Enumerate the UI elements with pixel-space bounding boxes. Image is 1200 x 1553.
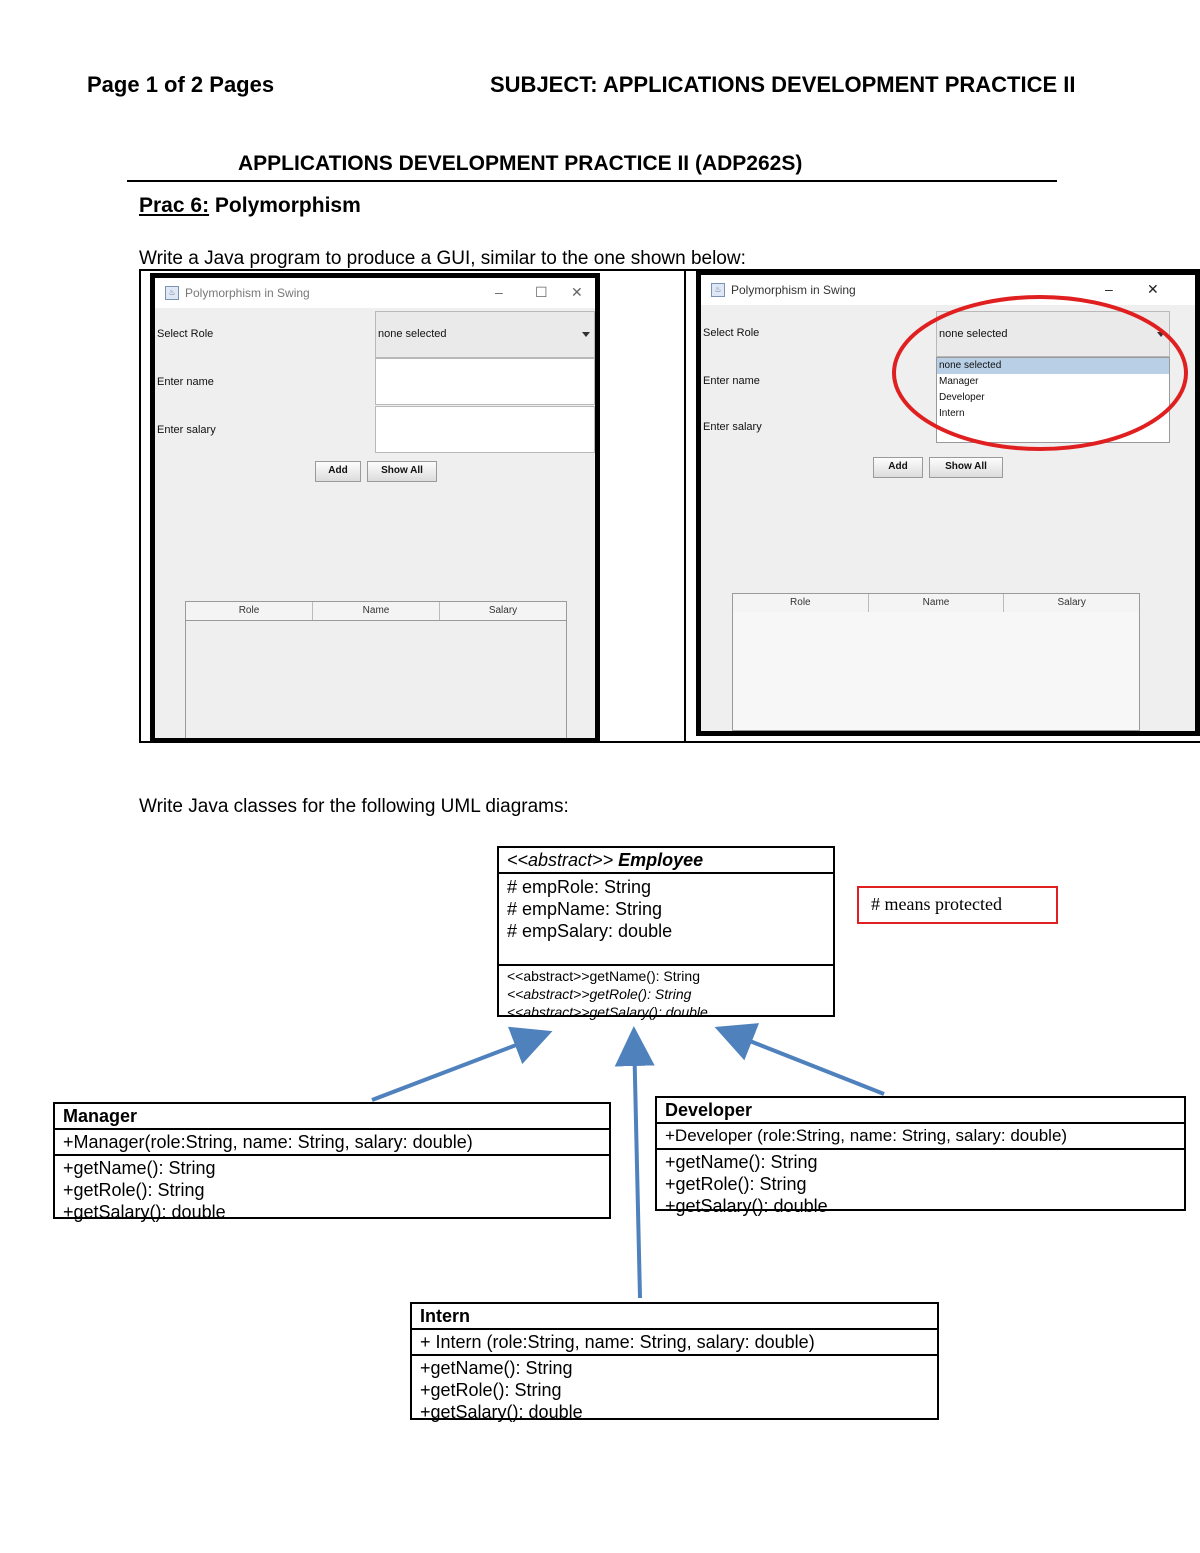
uml-methods-section: [499, 966, 833, 1022]
uml-class-name-section: [499, 848, 833, 874]
intern-method: +getRole(): String: [420, 1380, 562, 1400]
close-icon[interactable]: ✕: [571, 284, 583, 300]
column-role[interactable]: Role: [733, 594, 869, 612]
uml-methods-section: [55, 1156, 609, 1224]
uml-class-intern: [410, 1302, 939, 1420]
manager-class-name: Manager: [63, 1106, 138, 1126]
uml-class-name-section: [657, 1098, 1184, 1124]
uml-methods-section: [657, 1150, 1184, 1218]
uml-constructor-section: [55, 1130, 609, 1156]
employee-attribute: # empRole: String: [507, 877, 652, 897]
role-combo-value: none selected: [939, 328, 1008, 340]
employee-class-name: Employee: [618, 850, 704, 870]
uml-constructor-section: [412, 1330, 937, 1356]
developer-inherits-arrow: [722, 1030, 884, 1094]
manager-inherits-arrow: [372, 1034, 545, 1100]
uml-class-manager: [53, 1102, 611, 1222]
close-icon[interactable]: ✕: [1147, 281, 1159, 297]
developer-class-name: Developer: [665, 1100, 753, 1120]
uml-class-developer: [655, 1096, 1186, 1216]
dropdown-option[interactable]: Intern: [939, 408, 965, 419]
intern-constructor: + Intern (role:String, name: String, salary: double): [420, 1332, 815, 1352]
window-title: Polymorphism in Swing: [731, 283, 856, 297]
add-button[interactable]: Add: [315, 461, 361, 482]
employee-method: <<abstract>>getSalary(): double: [507, 1004, 708, 1020]
intern-method: +getSalary(): double: [420, 1402, 583, 1422]
window-title: Polymorphism in Swing: [185, 286, 310, 300]
column-role[interactable]: Role: [186, 602, 313, 620]
uml-class-name-section: [412, 1304, 937, 1330]
role-combo-value: none selected: [378, 328, 447, 340]
uml-class-employee: [497, 846, 835, 1020]
protected-note: # means protected: [857, 886, 1058, 924]
minimize-icon[interactable]: –: [495, 284, 503, 300]
manager-method: +getName(): String: [63, 1158, 216, 1178]
intern-class-name: Intern: [420, 1306, 471, 1326]
prac-topic: Polymorphism: [214, 194, 361, 217]
developer-method: +getSalary(): double: [665, 1196, 828, 1216]
dropdown-option[interactable]: none selected: [937, 358, 1169, 374]
column-salary[interactable]: Salary: [488, 605, 518, 616]
add-button[interactable]: Add: [873, 457, 923, 478]
java-icon: ♨: [711, 283, 725, 297]
uml-methods-section: [412, 1356, 937, 1424]
column-name[interactable]: Name: [313, 602, 440, 620]
employee-method: <<abstract>>getRole(): String: [507, 986, 692, 1002]
employee-attribute: # empSalary: double: [507, 921, 673, 941]
enter-name-label: Enter name: [703, 375, 760, 387]
employee-attribute: # empName: String: [507, 899, 663, 919]
manager-method: +getRole(): String: [63, 1180, 205, 1200]
uml-attributes-section: [499, 874, 833, 966]
employee-method: <<abstract>>getName(): String: [507, 968, 700, 984]
uml-class-name-section: [55, 1104, 609, 1130]
employee-stereotype: <<abstract>>: [507, 850, 614, 870]
uml-instruction: Write Java classes for the following UML diagrams:: [139, 796, 569, 817]
page-number: Page 1 of 2 Pages: [87, 72, 275, 97]
document-title: APPLICATIONS DEVELOPMENT PRACTICE II (ADP262S): [238, 152, 803, 175]
column-name[interactable]: Name: [869, 594, 1005, 612]
maximize-icon[interactable]: ☐: [535, 284, 548, 300]
intern-inherits-arrow: [634, 1034, 640, 1298]
manager-constructor: +Manager(role:String, name: String, salary: double): [63, 1132, 473, 1152]
developer-method: +getName(): String: [665, 1152, 818, 1172]
java-icon: ♨: [165, 286, 179, 300]
prac-label: Prac 6:: [139, 194, 210, 217]
enter-salary-label: Enter salary: [703, 421, 762, 433]
dropdown-option[interactable]: Developer: [939, 392, 985, 403]
show-all-button[interactable]: Show All: [929, 457, 1003, 478]
minimize-icon[interactable]: –: [1105, 281, 1113, 297]
gui-instruction: Write a Java program to produce a GUI, similar to the one shown below:: [139, 248, 746, 269]
show-all-button[interactable]: Show All: [367, 461, 437, 482]
enter-name-label: Enter name: [157, 376, 214, 388]
developer-method: +getRole(): String: [665, 1174, 807, 1194]
select-role-label: Select Role: [703, 327, 760, 339]
uml-constructor-section: [657, 1124, 1184, 1150]
column-salary[interactable]: Salary: [1057, 597, 1086, 608]
employee-heading: [507, 849, 825, 871]
select-role-label: Select Role: [157, 328, 214, 340]
intern-method: +getName(): String: [420, 1358, 573, 1378]
enter-salary-label: Enter salary: [157, 424, 216, 436]
manager-method: +getSalary(): double: [63, 1202, 226, 1222]
developer-constructor: +Developer (role:String, name: String, salary: double): [665, 1126, 1068, 1145]
subject-header: SUBJECT: APPLICATIONS DEVELOPMENT PRACTICE II: [490, 72, 1076, 97]
dropdown-option[interactable]: Manager: [939, 376, 979, 387]
